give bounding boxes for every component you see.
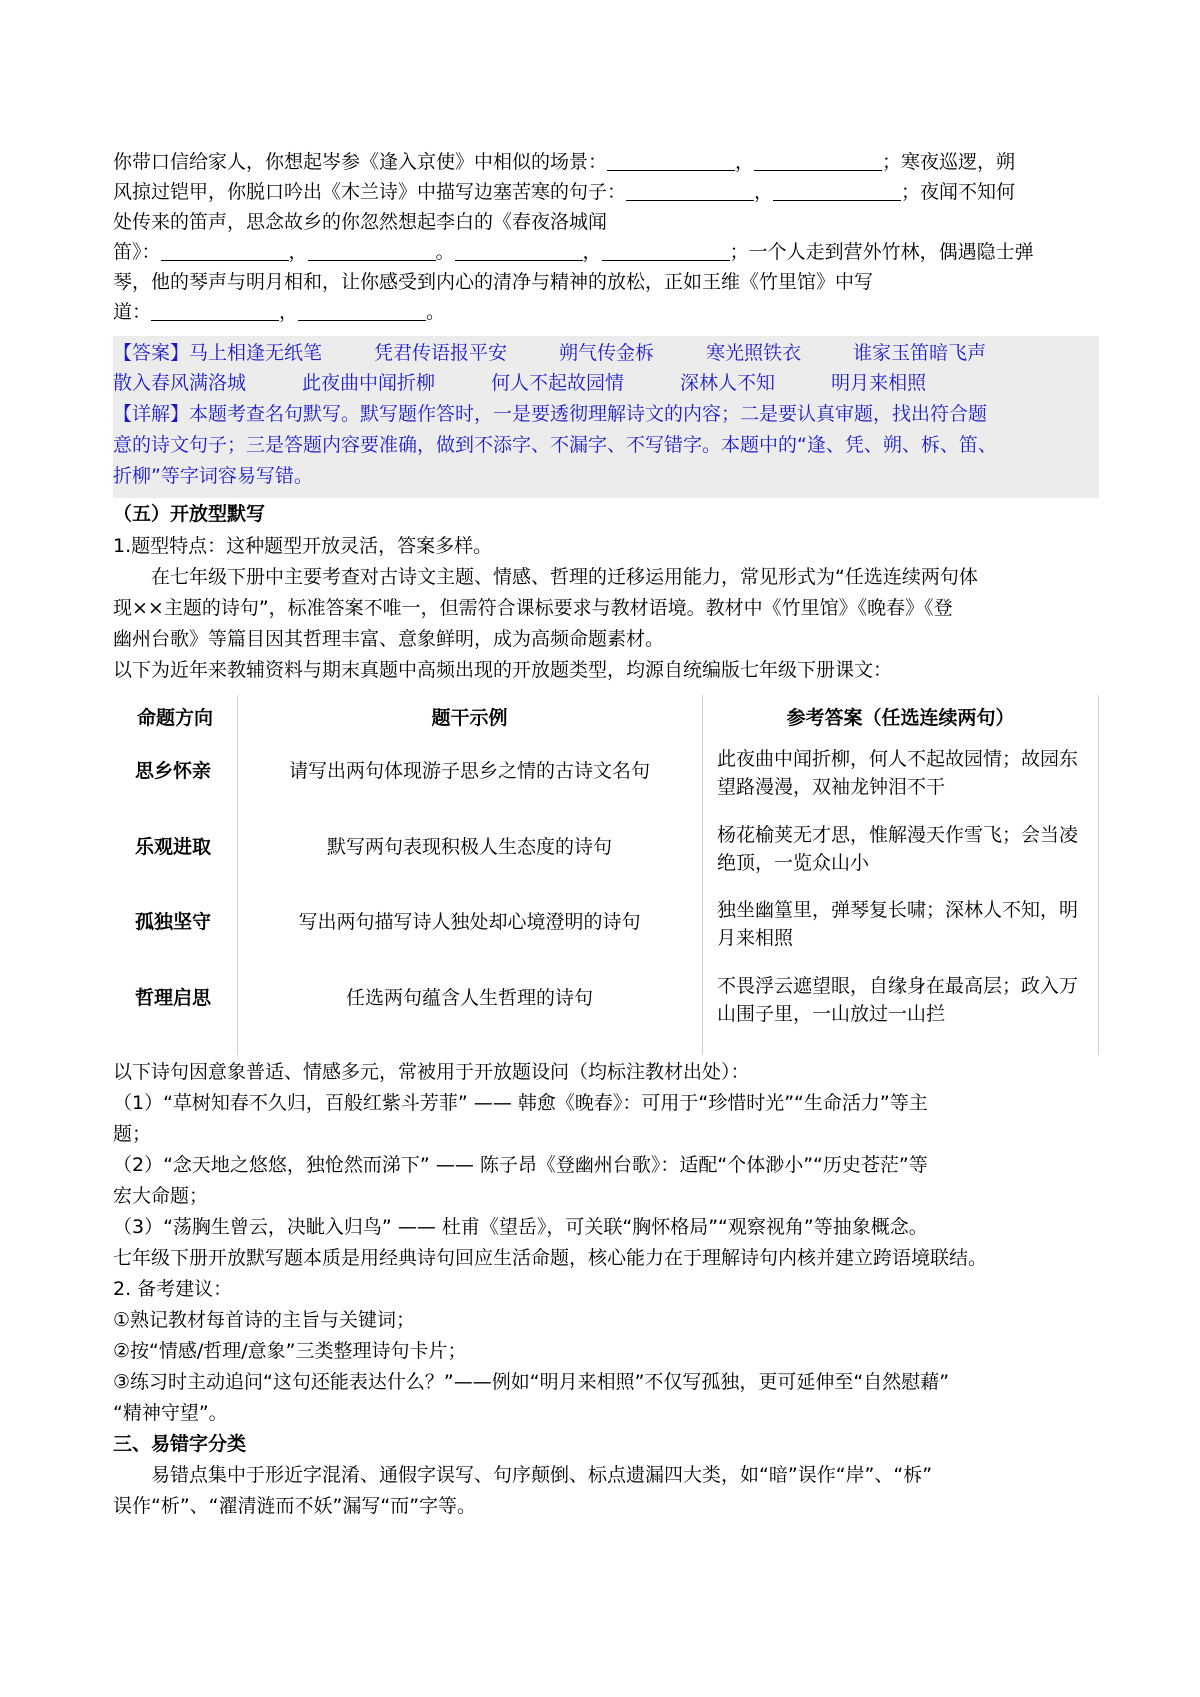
paragraph: 以下诗句因意象普适、情感多元，常被用于开放题设问（均标注教材出处）：	[113, 1061, 750, 1083]
question-line-1	[113, 147, 1099, 177]
section-heading: （五）开放型默写	[113, 503, 266, 525]
paragraph: 1.题型特点：这种题型开放灵活，答案多样。	[113, 535, 493, 557]
text: ，	[754, 181, 774, 203]
text: ，	[288, 241, 308, 263]
answer-item: 凭君传语报平安	[374, 342, 508, 364]
table-header: 题干示例	[431, 707, 508, 729]
question-line-3: 处传来的笛声，思念故乡的你忽然想起李白的《春夜洛城闻	[113, 211, 608, 233]
table-cell-answer: 独坐幽篁里，弹琴复长啸；深林人不知，明月来相照	[717, 899, 1079, 949]
table-cell-question: 写出两句描写诗人独处却心境澄明的诗句	[298, 911, 641, 933]
paragraph: （1）“草树知春不久归，百般红紫斗芳菲” —— 韩愈《晚春》：可用于“珍惜时光”“生命活力”等主	[113, 1092, 928, 1114]
paragraph: ②按“情感/哲理/意象”三类整理诗句卡片；	[113, 1340, 467, 1362]
answer-blank[interactable]	[298, 300, 426, 321]
answer-item: 朔气传金柝	[559, 342, 655, 364]
table-divider	[702, 695, 703, 1055]
answer-box	[113, 336, 1099, 498]
answer-item: 散入春风满洛城	[113, 372, 247, 394]
answer-tag: 【答案】	[113, 342, 190, 364]
section-heading: 三、易错字分类	[113, 1433, 247, 1455]
text: 。	[426, 301, 446, 323]
text: ，	[582, 241, 602, 263]
paragraph: 2. 备考建议：	[113, 1278, 233, 1300]
detail-tag: 【详解】	[113, 403, 190, 425]
answer-item: 深林人不知	[680, 372, 776, 394]
paragraph: 幽州台歌》等篇目因其哲理丰富、意象鲜明，成为高频命题素材。	[113, 628, 665, 650]
answer-item: 马上相逢无纸笔	[189, 342, 323, 364]
text: ；寒夜巡逻，朔	[882, 151, 1016, 173]
table-cell-question: 默写两句表现积极人生态度的诗句	[326, 836, 612, 858]
question-line-6	[113, 297, 1099, 327]
answer-blank[interactable]	[455, 240, 583, 261]
answer-blank[interactable]	[773, 180, 901, 201]
text: 风掠过铠甲，你脱口吟出《木兰诗》中描写边塞苦寒的句子：	[113, 181, 627, 203]
text: ；夜闻不知何	[901, 181, 1016, 203]
question-line-2	[113, 177, 1099, 207]
paragraph: 现××主题的诗句”，标准答案不唯一，但需符合课标要求与教材语境。教材中《竹里馆》《晚春》《登	[113, 597, 953, 619]
answer-blank[interactable]	[308, 240, 436, 261]
table-cell-answer: 不畏浮云遮望眼，自缘身在最高层；政入万山围子里，一山放过一山拦	[717, 975, 1079, 1025]
answer-blank[interactable]	[151, 300, 279, 321]
table-cell-direction: 思乡怀亲	[134, 760, 211, 782]
text: 。	[435, 241, 455, 263]
answer-line-2	[113, 368, 1099, 398]
text: 道：	[113, 301, 152, 323]
text: ，	[279, 301, 299, 323]
paragraph: 误作“析”、“濯清涟而不妖”漏写“而”字等。	[113, 1495, 477, 1517]
paragraph: （2）“念天地之悠悠，独怆然而涕下” —— 陈子昂《登幽州台歌》：适配“个体渺小”“历史苍茫”等	[113, 1154, 928, 1176]
table-cell-direction: 孤独坚守	[134, 911, 211, 933]
paragraph: 七年级下册开放默写题本质是用经典诗句回应生活命题，核心能力在于理解诗句内核并建立跨语境联结。	[113, 1247, 988, 1269]
table-cell-question: 任选两句蕴含人生哲理的诗句	[345, 987, 593, 1009]
table-divider	[1098, 695, 1099, 1055]
paragraph: 在七年级下册中主要考查对古诗文主题、情感、哲理的迁移运用能力，常见形式为“任选连续两句体	[151, 566, 978, 588]
table-cell-direction: 哲理启思	[134, 987, 211, 1009]
answer-item: 何人不起故园情	[491, 372, 625, 394]
text: 笛》：	[113, 241, 161, 263]
table-header: 参考答案（任选连续两句）	[786, 707, 1015, 729]
detail-line-2: 意的诗文句子；三是答题内容要准确，做到不添字、不漏字、不写错字。本题中的“逢、凭、朔、柝、笛、	[113, 434, 997, 456]
answer-blank[interactable]	[602, 240, 730, 261]
answer-item: 谁家玉笛暗飞声	[853, 342, 987, 364]
paragraph: ①熟记教材每首诗的主旨与关键词；	[113, 1309, 416, 1331]
answer-blank[interactable]	[161, 240, 289, 261]
paragraph: 题；	[113, 1123, 152, 1145]
detail-text: 本题考查名句默写。默写题作答时，一是要透彻理解诗文的内容；二是要认真审题，找出符合题	[189, 403, 988, 425]
answer-blank[interactable]	[626, 180, 754, 201]
answer-item: 明月来相照	[831, 372, 927, 394]
table-cell-direction: 乐观进取	[134, 836, 211, 858]
question-type-table	[113, 695, 1099, 1055]
answer-line-1	[113, 338, 1099, 368]
detail-line-3: 折柳”等字词容易写错。	[113, 465, 313, 487]
table-cell-answer: 此夜曲中闻折柳，何人不起故园情；故园东望路漫漫，双袖龙钟泪不干	[717, 748, 1079, 798]
answer-blank[interactable]	[607, 150, 735, 171]
table-divider	[237, 695, 238, 1055]
paragraph: 易错点集中于形近字混淆、通假字误写、句序颠倒、标点遗漏四大类，如“暗”误作“岸”、“柝”	[151, 1464, 933, 1486]
answer-item: 此夜曲中闻折柳	[302, 372, 436, 394]
paragraph: 以下为近年来教辅资料与期末真题中高频出现的开放题类型，均源自统编版七年级下册课文：	[113, 659, 893, 681]
table-header: 命题方向	[136, 707, 213, 729]
text: ，	[735, 151, 755, 173]
paragraph: 宏大命题；	[113, 1185, 209, 1207]
table-cell-answer: 杨花榆荚无才思，惟解漫天作雪飞；会当凌绝顶，一览众山小	[717, 824, 1079, 874]
paragraph: （3）“荡胸生曾云，决眦入归鸟” —— 杜甫《望岳》，可关联“胸怀格局”“观察视角”等抽象概念。	[113, 1216, 928, 1238]
paragraph: “精神守望”。	[113, 1402, 228, 1424]
text: ；一个人走到营外竹林，偶遇隐士弹	[729, 241, 1034, 263]
answer-blank[interactable]	[754, 150, 882, 171]
detail-line-1	[113, 399, 1099, 429]
question-line-5: 琴，他的琴声与明月相和，让你感受到内心的清净与精神的放松，正如王维《竹里馆》中写	[113, 271, 874, 293]
answer-item: 寒光照铁衣	[706, 342, 802, 364]
paragraph: ③练习时主动追问“这句还能表达什么？”——例如“明月来相照”不仅写孤独，更可延伸至“自然慰藉”	[113, 1371, 950, 1393]
table-cell-question: 请写出两句体现游子思乡之情的古诗文名句	[288, 760, 650, 782]
text: 你带口信给家人，你想起岑参《逢入京使》中相似的场景：	[113, 151, 608, 173]
question-line-4	[113, 237, 1099, 267]
